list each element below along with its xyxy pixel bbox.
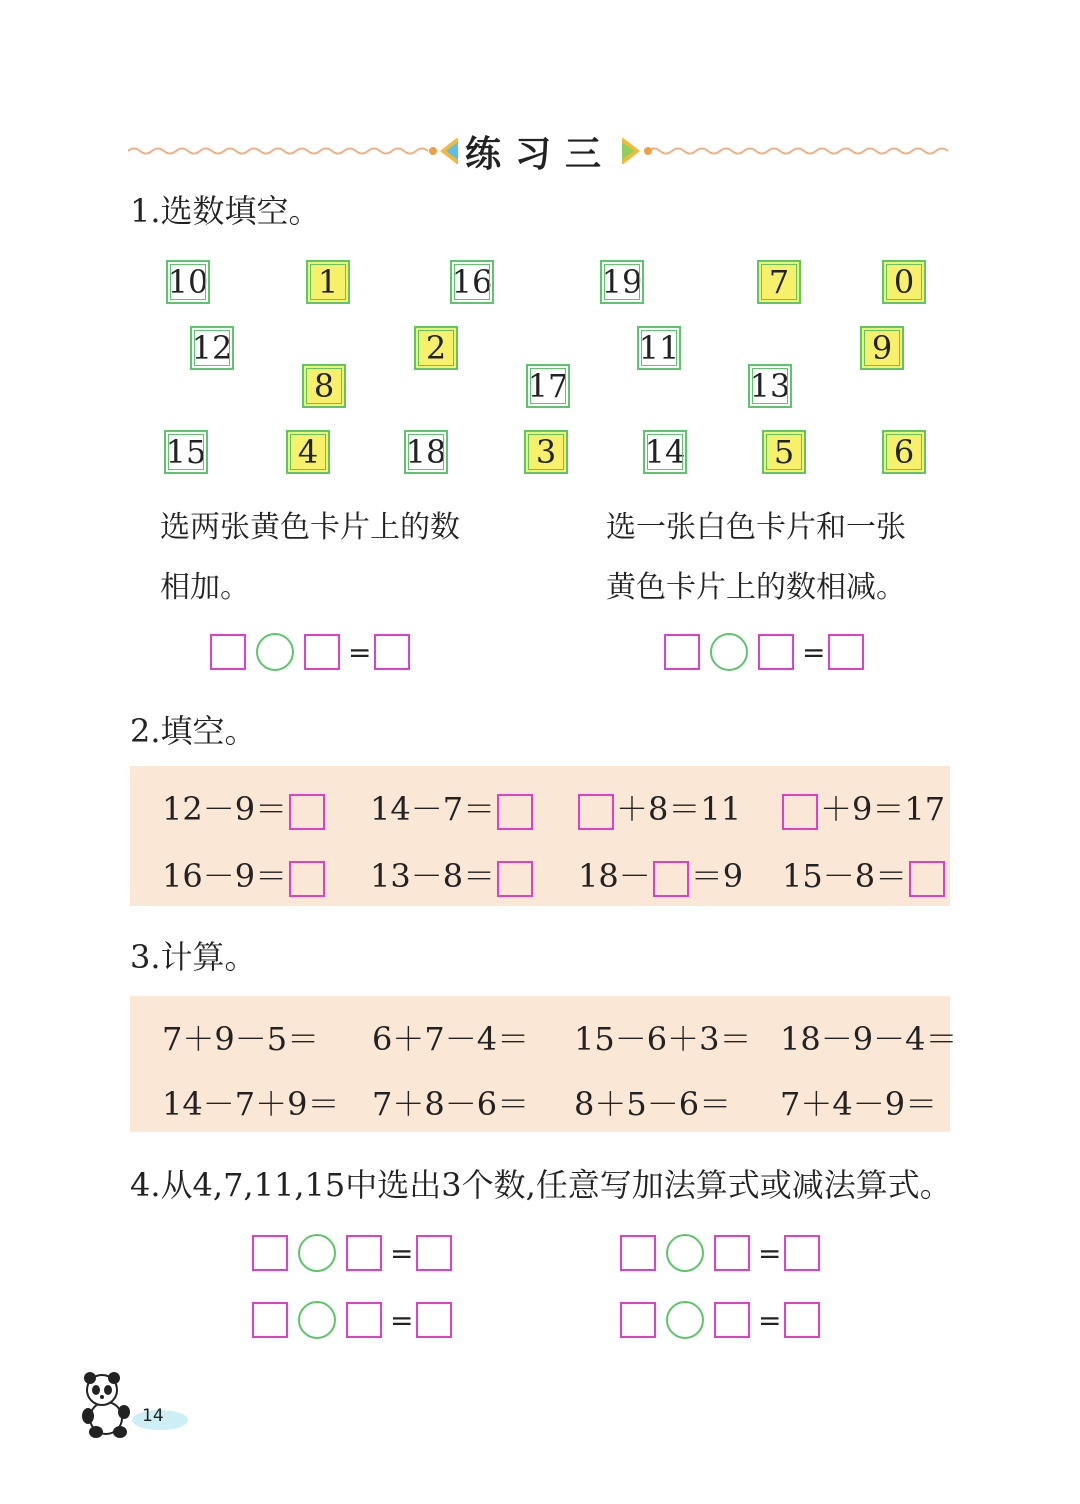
q4-eq-2-operand-box-2[interactable] (714, 1235, 750, 1271)
q4-eq-1-operand-box-2[interactable] (346, 1235, 382, 1271)
q4-eq-2-equals-sign: = (758, 1237, 782, 1270)
white-number-card (166, 260, 210, 304)
q4-eq-4-operand-box-2[interactable] (714, 1302, 750, 1338)
expr-left: 16－9＝ (162, 857, 288, 895)
q4-eq-4-operator-circle[interactable] (666, 1301, 704, 1339)
q1-left-prompt-line2: 相加。 (160, 570, 250, 605)
card-value: 14 (644, 433, 686, 471)
question-4-heading: 4.从4,7,11,15中选出3个数,任意写加法算式或减法算式。 (130, 1166, 952, 1204)
card-value: 4 (297, 433, 319, 471)
answer-box[interactable] (653, 861, 689, 897)
q4-eq-2-operand-box-1[interactable] (620, 1235, 656, 1271)
q3-expression: 18－9－4＝ (780, 1020, 958, 1058)
q4-eq-4-equals-sign: = (758, 1304, 782, 1337)
answer-box[interactable] (497, 861, 533, 897)
q2-expression (370, 851, 535, 897)
card-value: 13 (749, 367, 791, 405)
q2-expression (576, 784, 741, 830)
q1-right-eq-operand-box-1[interactable] (664, 634, 700, 670)
card-value: 7 (768, 263, 790, 301)
answer-box[interactable] (578, 794, 614, 830)
white-number-card (404, 430, 448, 474)
card-value: 16 (451, 263, 493, 301)
white-number-card (748, 364, 792, 408)
q2-expression (780, 784, 945, 830)
q4-eq-1-operator-circle[interactable] (298, 1234, 336, 1272)
card-value: 3 (535, 433, 557, 471)
q1-right-eq-operand-box-2[interactable] (758, 634, 794, 670)
q2-expression (162, 851, 327, 897)
card-value: 9 (871, 329, 893, 367)
card-value: 11 (638, 329, 680, 367)
q1-left-eq-equals-sign: = (348, 636, 372, 669)
yellow-number-card (757, 260, 801, 304)
white-number-card (637, 326, 681, 370)
white-number-card (190, 326, 234, 370)
yellow-number-card (762, 430, 806, 474)
page-number: 14 (142, 1406, 164, 1426)
q4-eq-3-operand-box-2[interactable] (346, 1302, 382, 1338)
q4-eq-1-operand-box-1[interactable] (252, 1235, 288, 1271)
card-value: 19 (601, 263, 643, 301)
q1-left-prompt-line1: 选两张黄色卡片上的数 (160, 510, 460, 545)
q4-eq-3-result-box[interactable] (416, 1302, 452, 1338)
q4-eq-3-equals-sign: = (390, 1304, 414, 1337)
card-value: 1 (317, 263, 339, 301)
expr-right: ＋8＝11 (616, 790, 742, 828)
expr-left: 18－ (578, 857, 651, 895)
q4-eq-4-operand-box-1[interactable] (620, 1302, 656, 1338)
white-number-card (600, 260, 644, 304)
question-3-heading: 3.计算。 (130, 938, 257, 976)
yellow-number-card (882, 430, 926, 474)
q3-expression: 7＋8－6＝ (372, 1085, 530, 1123)
q4-eq-1-result-box[interactable] (416, 1235, 452, 1271)
q1-left-eq-operand-box-1[interactable] (210, 634, 246, 670)
q4-eq-1-equals-sign: = (390, 1237, 414, 1270)
q2-expression (578, 851, 743, 897)
answer-box[interactable] (782, 794, 818, 830)
yellow-number-card (302, 364, 346, 408)
question-2-heading: 2.填空。 (130, 712, 257, 750)
question-1-heading: 1.选数填空。 (130, 192, 321, 230)
answer-box[interactable] (909, 861, 945, 897)
yellow-number-card (882, 260, 926, 304)
yellow-number-card (414, 326, 458, 370)
q1-right-eq-equals-sign: = (802, 636, 826, 669)
q4-eq-4-result-box[interactable] (784, 1302, 820, 1338)
white-number-card (164, 430, 208, 474)
card-value: 10 (167, 263, 209, 301)
card-value: 8 (313, 367, 335, 405)
card-value: 0 (893, 263, 915, 301)
yellow-number-card (524, 430, 568, 474)
card-value: 5 (773, 433, 795, 471)
yellow-number-card (860, 326, 904, 370)
expr-left: 15－8＝ (782, 857, 908, 895)
expr-right: ＝9 (690, 857, 744, 895)
q2-expression (782, 851, 947, 897)
expr-left: 12－9＝ (162, 790, 288, 828)
white-number-card (643, 430, 687, 474)
expr-left: 14－7＝ (370, 790, 496, 828)
q4-eq-3-operator-circle[interactable] (298, 1301, 336, 1339)
card-value: 18 (405, 433, 447, 471)
card-value: 12 (191, 329, 233, 367)
page-title: 练习三 (464, 134, 615, 175)
q3-expression: 15－6＋3＝ (574, 1020, 752, 1058)
q4-eq-3-operand-box-1[interactable] (252, 1302, 288, 1338)
q1-right-eq-result-box[interactable] (828, 634, 864, 670)
card-value: 2 (425, 329, 447, 367)
q3-expression: 7＋4－9＝ (780, 1085, 938, 1123)
q1-right-eq-operator-circle[interactable] (710, 633, 748, 671)
white-number-card (526, 364, 570, 408)
q4-eq-2-operator-circle[interactable] (666, 1234, 704, 1272)
yellow-number-card (306, 260, 350, 304)
q3-expression: 7＋9－5＝ (162, 1020, 320, 1058)
q2-expression (162, 784, 327, 830)
card-value: 17 (527, 367, 569, 405)
q2-expression (370, 784, 535, 830)
panda-icon (80, 1370, 190, 1440)
q1-left-eq-operator-circle[interactable] (256, 633, 294, 671)
q3-expression: 14－7＋9＝ (162, 1085, 340, 1123)
q3-expression: 6＋7－4＝ (372, 1020, 530, 1058)
q1-right-prompt-line1: 选一张白色卡片和一张 (606, 510, 906, 545)
card-value: 15 (165, 433, 207, 471)
card-value: 6 (893, 433, 915, 471)
white-number-card (450, 260, 494, 304)
yellow-number-card (286, 430, 330, 474)
q1-right-prompt-line2: 黄色卡片上的数相减。 (606, 570, 906, 605)
answer-box[interactable] (289, 861, 325, 897)
q1-left-eq-result-box[interactable] (374, 634, 410, 670)
q1-left-eq-operand-box-2[interactable] (304, 634, 340, 670)
answer-box[interactable] (497, 794, 533, 830)
q3-expression: 8＋5－6＝ (574, 1085, 732, 1123)
expr-right: ＋9＝17 (820, 790, 946, 828)
expr-left: 13－8＝ (370, 857, 496, 895)
answer-box[interactable] (289, 794, 325, 830)
q4-eq-2-result-box[interactable] (784, 1235, 820, 1271)
